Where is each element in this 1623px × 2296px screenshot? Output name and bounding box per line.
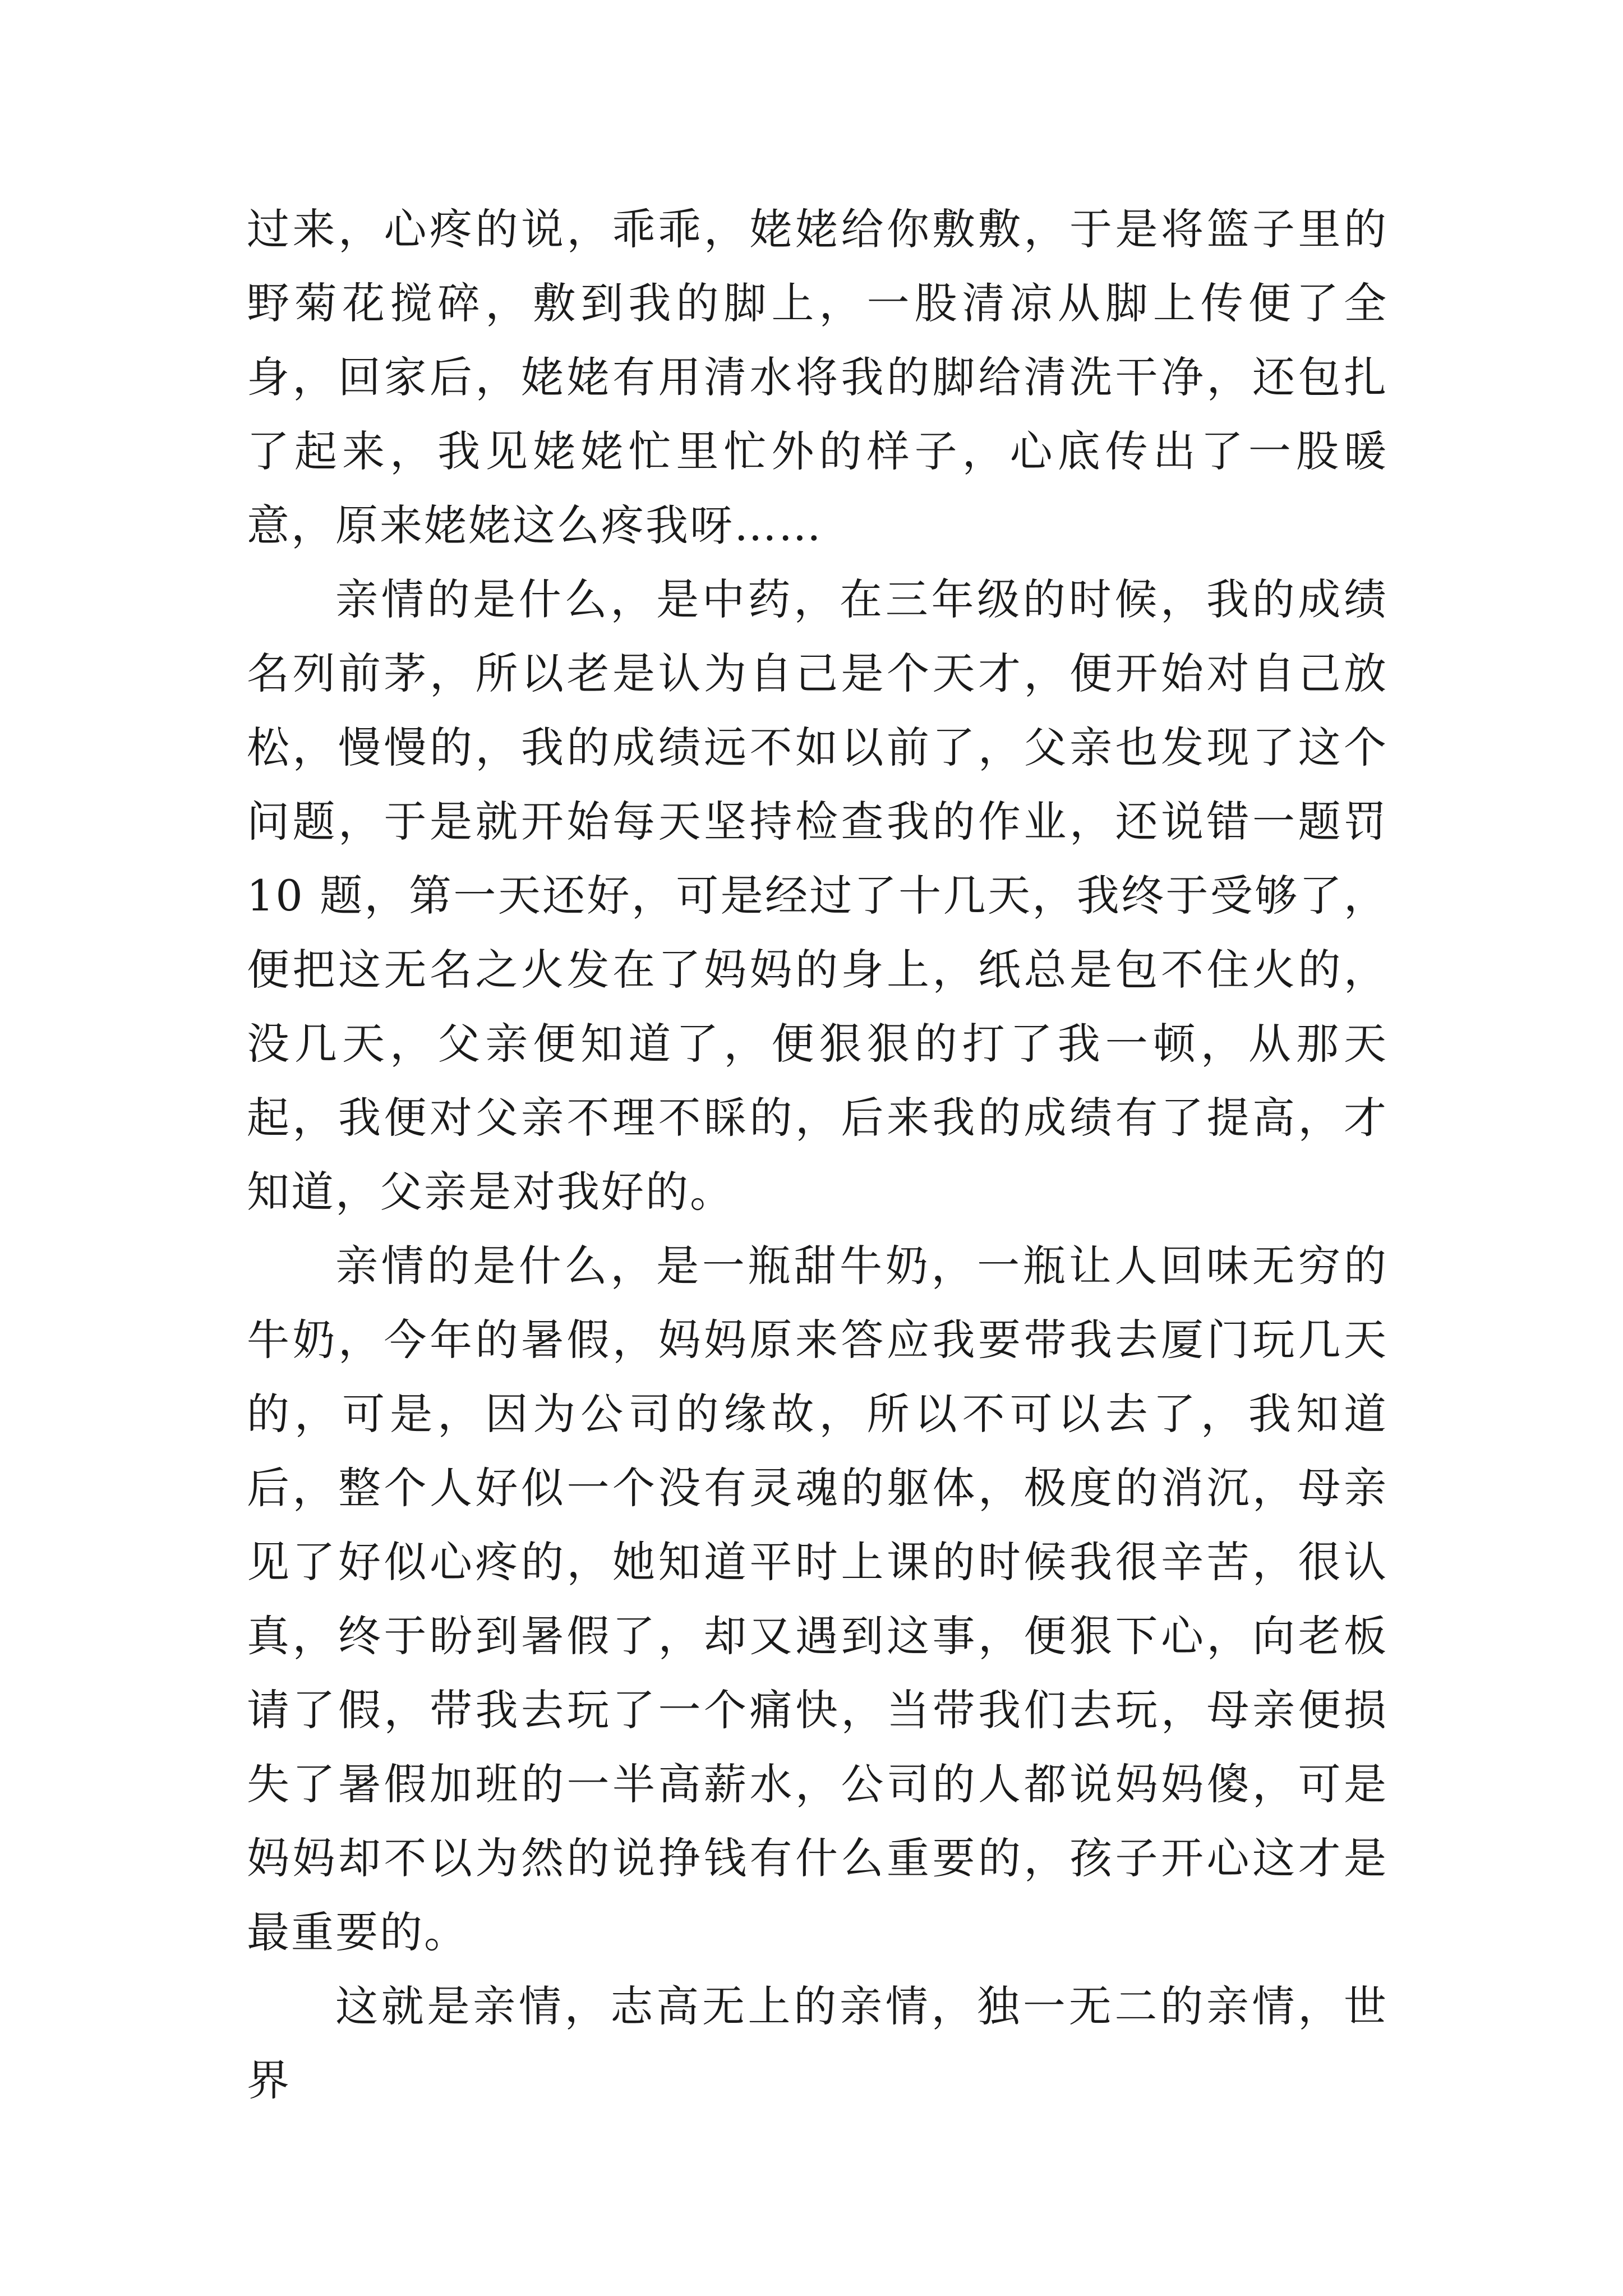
paragraph-conclusion: 这就是亲情，志高无上的亲情，独一无二的亲情，世界	[247, 1981, 1388, 2105]
paragraph-sweet-milk: 亲情的是什么，是一瓶甜牛奶，一瓶让人回味无穷的牛奶，今年的暑假，妈妈原来答应我要带我去厦门玩几天的，可是，因为公司的缘故，所以不可以去了，我知道后，整个人好似一个没有灵魂的躯体，极度的消沉，母亲见了好似心疼的，她知道平时上课的时候我很辛苦，很认真，终于盼到暑假了，却又遇到这事，便狠下心，向老板请了假，带我去玩了一个痛快，当带我们去玩，母亲便损失了暑假加班的一半高薪水，公司的人都说妈妈傻，可是妈妈却不以为然的说挣钱有什么重要的，孩子开心这才是最重要的。	[247, 1241, 1388, 1957]
document-body	[247, 192, 1388, 2118]
paragraph-continuation: 过来，心疼的说，乖乖，姥姥给你敷敷，于是将篮子里的野菊花搅碎，敷到我的脚上，一股清凉从脚上传便了全身，回家后，姥姥有用清水将我的脚给清洗干净，还包扎了起来，我见姥姥忙里忙外的样子，心底传出了一股暖意，原来姥姥这么疼我呀……	[247, 204, 1388, 550]
paragraph-chinese-medicine: 亲情的是什么，是中药，在三年级的时候，我的成绩名列前茅，所以老是认为自己是个天才，便开始对自己放松，慢慢的，我的成绩远不如以前了，父亲也发现了这个问题，于是就开始每天坚持检查我的作业，还说错一题罚 10 题，第一天还好，可是经过了十几天，我终于受够了，便把这无名之火发在了妈妈的身上，纸总是包不住火的，没几天，父亲便知道了，便狠狠的打了我一顿，从那天起，我便对父亲不理不睬的，后来我的成绩有了提高，才知道，父亲是对我好的。	[247, 574, 1388, 1217]
